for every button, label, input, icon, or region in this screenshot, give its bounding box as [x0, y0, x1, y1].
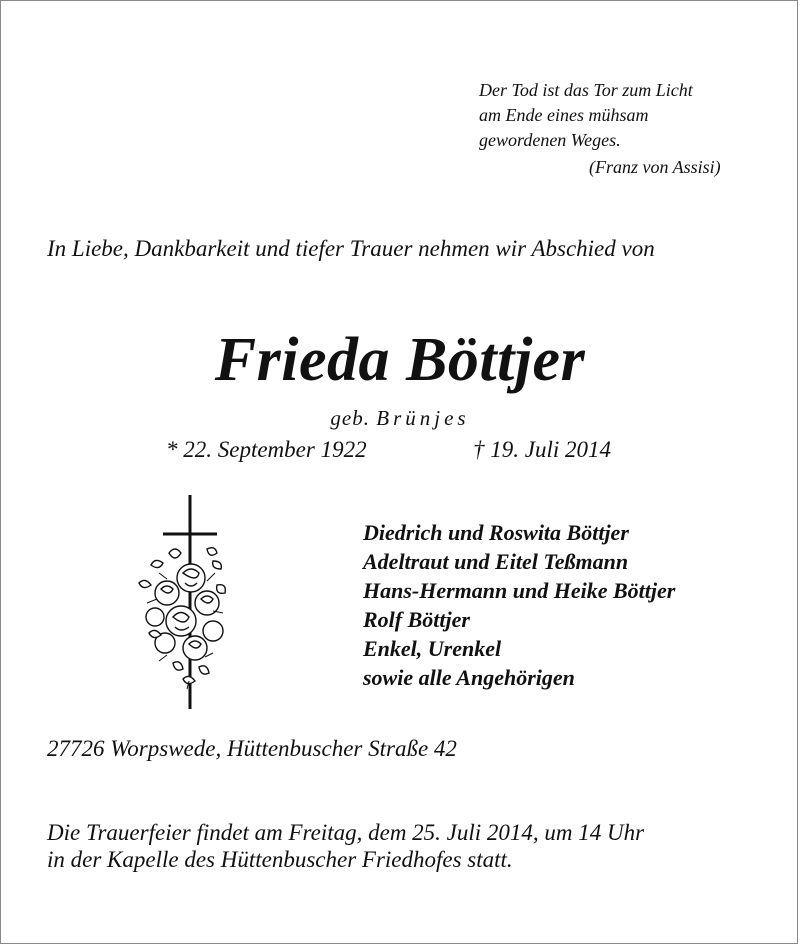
cross-with-roses-icon: [129, 493, 239, 713]
address: 27726 Worpswede, Hüttenbuscher Straße 42: [47, 736, 457, 761]
funeral-line: Die Trauerfeier findet am Freitag, dem 25. Juli 2014, um 14 Uhr: [47, 820, 645, 845]
maiden-surname: Brünjes: [376, 406, 470, 430]
mourner-line: sowie alle Angehörigen: [363, 665, 575, 690]
funeral-line: in der Kapelle des Hüttenbuscher Friedhofes statt.: [47, 847, 513, 872]
quote-line: gewordenen Weges.: [479, 130, 621, 150]
quote-author: (Franz von Assisi): [589, 157, 721, 177]
death-date: † 19. Juli 2014: [473, 437, 611, 462]
mourner-line: Enkel, Urenkel: [363, 636, 502, 661]
mourners-list: [363, 518, 675, 692]
quote-line: am Ende eines mühsam: [479, 105, 649, 125]
birth-date: * 22. September 1922: [166, 437, 367, 462]
maiden-prefix: geb.: [330, 406, 370, 430]
deceased-name: Frieda Böttjer: [214, 326, 586, 394]
intro-text: In Liebe, Dankbarkeit und tiefer Trauer nehmen wir Abschied von: [47, 236, 655, 261]
quote-line: Der Tod ist das Tor zum Licht: [479, 80, 693, 100]
mourner-line: Diedrich und Roswita Böttjer: [363, 520, 629, 545]
mourner-line: Rolf Böttjer: [363, 607, 470, 632]
quote: [479, 78, 693, 153]
mourner-line: Hans-Hermann und Heike Böttjer: [363, 578, 676, 603]
funeral-info: [47, 819, 644, 873]
maiden-name: [1, 406, 799, 431]
mourner-line: Adeltraut und Eitel Teßmann: [363, 549, 629, 574]
